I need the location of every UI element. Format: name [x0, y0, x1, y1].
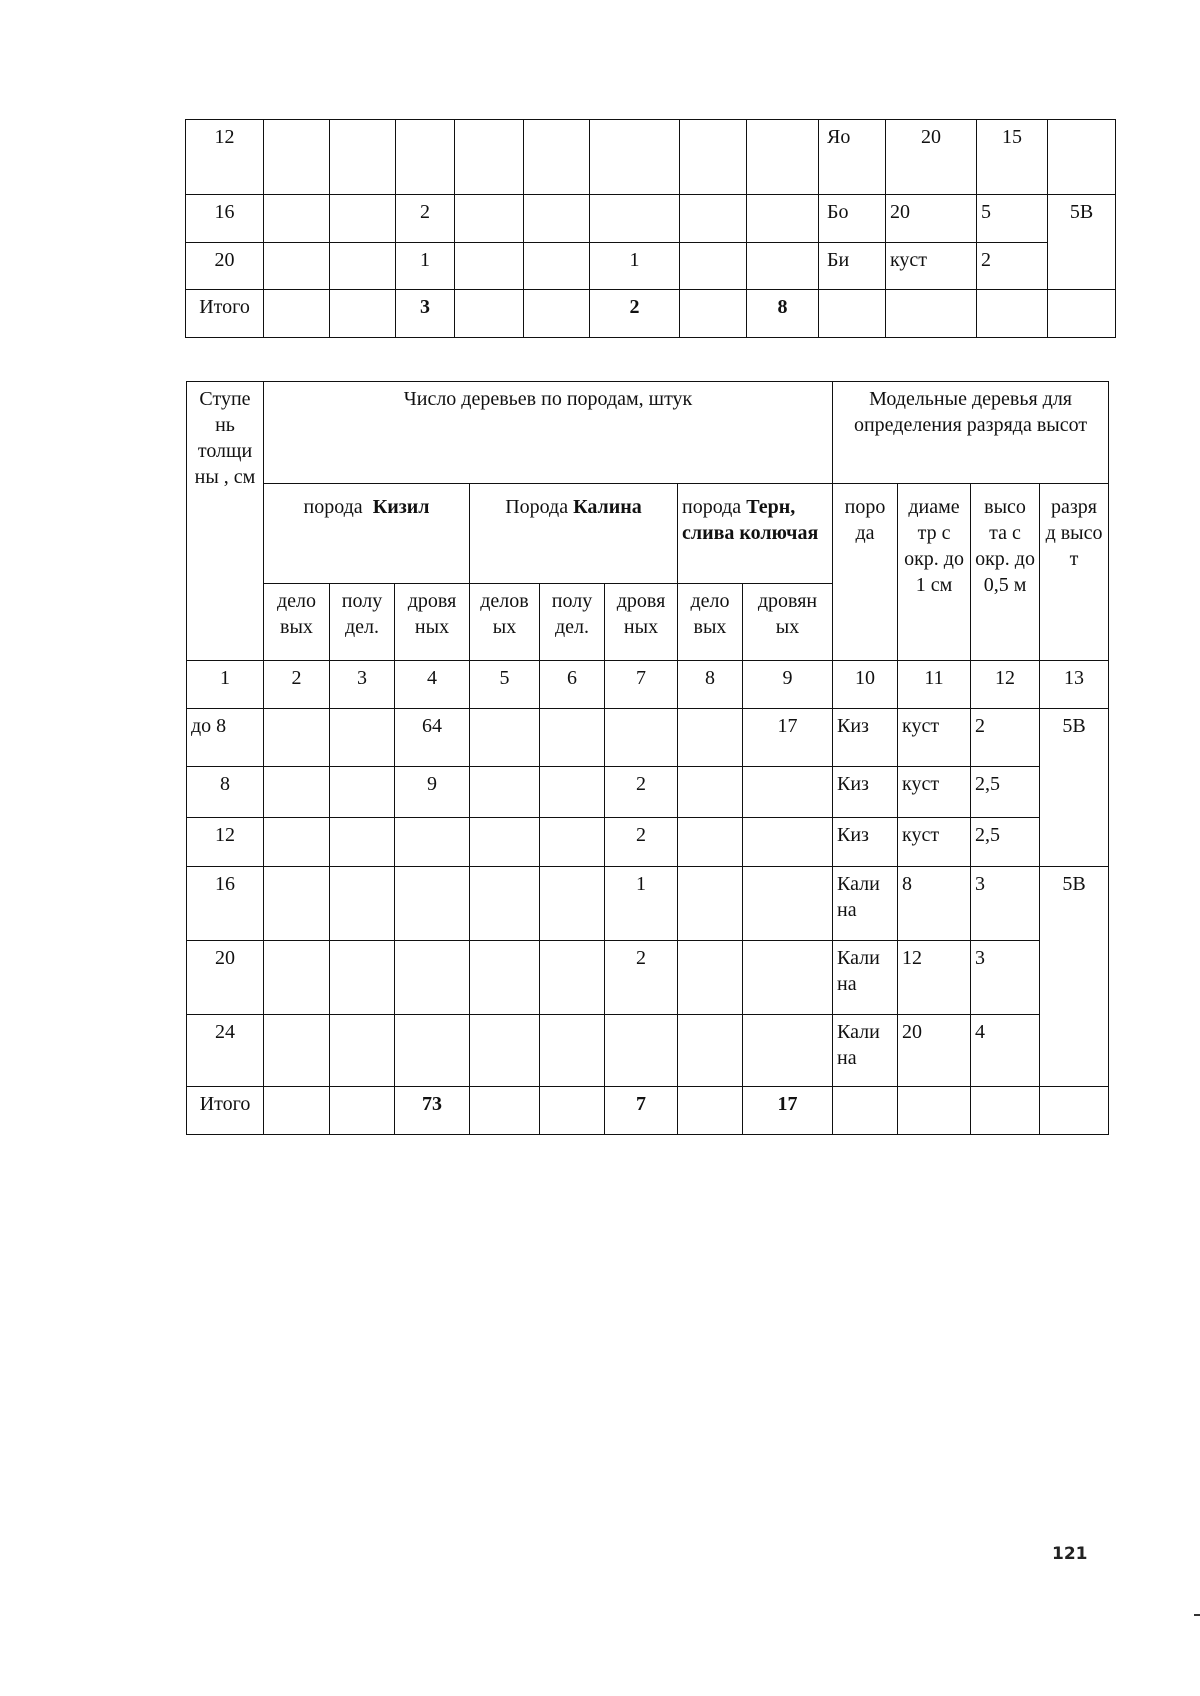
column-number-row [187, 661, 1109, 709]
species-kizil-header [264, 484, 470, 584]
table-top [185, 119, 1116, 338]
cell: 2 [971, 709, 1040, 767]
cell: 16 [187, 867, 264, 941]
cell [264, 867, 330, 941]
column-number: 5 [470, 661, 540, 709]
cell: Кали на [833, 867, 898, 941]
cell [540, 709, 605, 767]
subheader-cell: дровя ных [395, 584, 470, 661]
cell: Яо [819, 120, 886, 195]
cell [470, 818, 540, 867]
cell [395, 818, 470, 867]
cell [264, 767, 330, 818]
cell [395, 867, 470, 941]
cell: 8 [187, 767, 264, 818]
column-number: 1 [187, 661, 264, 709]
cell: 64 [395, 709, 470, 767]
cell [524, 120, 590, 195]
cell [330, 818, 395, 867]
cell [470, 709, 540, 767]
table-row [186, 243, 1116, 290]
cell: 2 [590, 290, 680, 338]
table-row [187, 818, 1109, 867]
rank-header: разря д высо т [1040, 484, 1109, 661]
header-row [187, 382, 1109, 484]
cell [264, 709, 330, 767]
cell [330, 120, 396, 195]
cell: 20 [886, 195, 977, 243]
cell: 3 [396, 290, 455, 338]
cell [743, 941, 833, 1015]
cell: Итого [187, 1087, 264, 1135]
cell: 5В [1048, 195, 1116, 290]
cell [470, 941, 540, 1015]
table-trees-by-species [186, 381, 1109, 1135]
cell [678, 941, 743, 1015]
cell: 12 [187, 818, 264, 867]
page-number: 121 [1052, 1544, 1088, 1564]
cell [898, 1087, 971, 1135]
cell: куст [898, 709, 971, 767]
cell [330, 1015, 395, 1087]
subheader-cell: полу дел. [540, 584, 605, 661]
table-row [186, 120, 1116, 195]
scan-edge-mark [1194, 1614, 1200, 1616]
cell: 20 [186, 243, 264, 290]
cell [678, 1087, 743, 1135]
species-prefix: порода [682, 496, 742, 518]
cell [678, 818, 743, 867]
cell: 2,5 [971, 818, 1040, 867]
cell [264, 195, 330, 243]
cell: Киз [833, 818, 898, 867]
species-name: Калина [573, 496, 642, 518]
column-number: 13 [1040, 661, 1109, 709]
cell: 2 [977, 243, 1048, 290]
cell [747, 120, 819, 195]
cell [540, 818, 605, 867]
cell [680, 243, 747, 290]
cell [971, 1087, 1040, 1135]
cell: 17 [743, 709, 833, 767]
total-row [187, 1087, 1109, 1135]
cell: куст [898, 818, 971, 867]
table-row [187, 941, 1109, 1015]
cell [330, 767, 395, 818]
cell [264, 1015, 330, 1087]
trees-count-header: Число деревьев по породам, штук [264, 382, 833, 484]
species-kalina-header [470, 484, 678, 584]
cell: 20 [898, 1015, 971, 1087]
cell: 1 [605, 867, 678, 941]
cell [540, 867, 605, 941]
cell [680, 290, 747, 338]
cell [540, 1087, 605, 1135]
cell: 17 [743, 1087, 833, 1135]
cell: куст [886, 243, 977, 290]
cell [743, 818, 833, 867]
table-row [186, 290, 1116, 338]
table-row [187, 767, 1109, 818]
cell [1040, 1087, 1109, 1135]
cell [747, 195, 819, 243]
cell: 5 [977, 195, 1048, 243]
cell [264, 290, 330, 338]
cell: 9 [395, 767, 470, 818]
species-prefix: порода [303, 496, 363, 518]
cell [330, 941, 395, 1015]
thickness-header: Ступе нь толщи ны , см [187, 382, 264, 661]
cell [470, 1087, 540, 1135]
cell [678, 867, 743, 941]
cell [678, 767, 743, 818]
cell [590, 120, 680, 195]
cell: 7 [605, 1087, 678, 1135]
subheader-cell: дровя ных [605, 584, 678, 661]
cell: 8 [898, 867, 971, 941]
cell [396, 120, 455, 195]
cell [886, 290, 977, 338]
cell: 5В [1040, 867, 1109, 1087]
cell [264, 1087, 330, 1135]
column-number: 2 [264, 661, 330, 709]
cell: Би [819, 243, 886, 290]
cell [540, 767, 605, 818]
cell [833, 1087, 898, 1135]
cell [264, 941, 330, 1015]
cell [524, 290, 590, 338]
diameter-header: диаме тр с окр. до 1 см [898, 484, 971, 661]
cell [524, 243, 590, 290]
cell [330, 195, 396, 243]
cell [680, 195, 747, 243]
cell [455, 290, 524, 338]
cell: 3 [971, 867, 1040, 941]
cell [540, 1015, 605, 1087]
cell [330, 867, 395, 941]
header-row [187, 484, 1109, 584]
cell: 2,5 [971, 767, 1040, 818]
model-trees-header: Модельные деревья для определения разряда высот [833, 382, 1109, 484]
cell: Итого [186, 290, 264, 338]
cell: Бо [819, 195, 886, 243]
cell [264, 120, 330, 195]
cell [455, 195, 524, 243]
cell: 2 [605, 941, 678, 1015]
column-number: 6 [540, 661, 605, 709]
cell: 73 [395, 1087, 470, 1135]
cell: 20 [886, 120, 977, 195]
cell [470, 767, 540, 818]
cell [678, 1015, 743, 1087]
cell: 2 [605, 767, 678, 818]
cell: 1 [590, 243, 680, 290]
cell [590, 195, 680, 243]
poroda-header: поро да [833, 484, 898, 661]
cell: Кали на [833, 1015, 898, 1087]
cell [470, 1015, 540, 1087]
subheader-cell: полу дел. [330, 584, 395, 661]
cell: 2 [605, 818, 678, 867]
cell: Киз [833, 709, 898, 767]
cell [605, 709, 678, 767]
cell: Кали на [833, 941, 898, 1015]
cell: 8 [747, 290, 819, 338]
cell [395, 1015, 470, 1087]
cell [330, 1087, 395, 1135]
cell: 24 [187, 1015, 264, 1087]
cell [330, 290, 396, 338]
subheader-cell: дело вых [264, 584, 330, 661]
cell [455, 243, 524, 290]
cell [264, 818, 330, 867]
cell [743, 867, 833, 941]
column-number: 8 [678, 661, 743, 709]
cell: 1 [396, 243, 455, 290]
cell [455, 120, 524, 195]
cell [678, 709, 743, 767]
cell: 20 [187, 941, 264, 1015]
cell: 12 [186, 120, 264, 195]
species-name: Терн, слива колючая [682, 496, 819, 544]
cell [680, 120, 747, 195]
cell [1048, 120, 1116, 195]
species-prefix: Порода [505, 496, 569, 518]
cell: 12 [898, 941, 971, 1015]
table-row [187, 867, 1109, 941]
cell: Киз [833, 767, 898, 818]
column-number: 3 [330, 661, 395, 709]
table-row [187, 1015, 1109, 1087]
cell [605, 1015, 678, 1087]
cell: 5В [1040, 709, 1109, 867]
column-number: 9 [743, 661, 833, 709]
species-name: Кизил [372, 496, 430, 518]
cell [1048, 290, 1116, 338]
column-number: 10 [833, 661, 898, 709]
cell [264, 243, 330, 290]
table-row [186, 195, 1116, 243]
cell [977, 290, 1048, 338]
cell: 2 [396, 195, 455, 243]
cell: 3 [971, 941, 1040, 1015]
cell [524, 195, 590, 243]
cell [540, 941, 605, 1015]
cell [470, 867, 540, 941]
cell [747, 243, 819, 290]
height-header: высо та с окр. до 0,5 м [971, 484, 1040, 661]
cell [743, 767, 833, 818]
column-number: 12 [971, 661, 1040, 709]
cell: 4 [971, 1015, 1040, 1087]
species-tern-header [678, 484, 833, 584]
subheader-cell: дровян ых [743, 584, 833, 661]
column-number: 4 [395, 661, 470, 709]
cell [330, 709, 395, 767]
cell: 15 [977, 120, 1048, 195]
subheader-cell: дело вых [678, 584, 743, 661]
cell [330, 243, 396, 290]
cell: до 8 [187, 709, 264, 767]
table-row [187, 709, 1109, 767]
column-number: 11 [898, 661, 971, 709]
subheader-cell: делов ых [470, 584, 540, 661]
cell [819, 290, 886, 338]
column-number: 7 [605, 661, 678, 709]
cell [743, 1015, 833, 1087]
cell [395, 941, 470, 1015]
cell: куст [898, 767, 971, 818]
cell: 16 [186, 195, 264, 243]
